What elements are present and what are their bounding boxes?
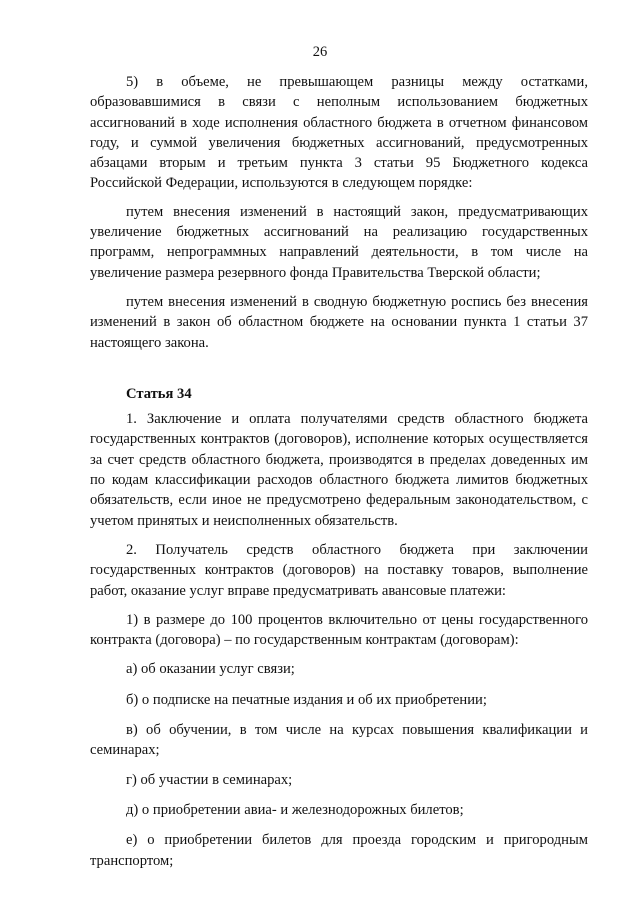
document-body	[90, 72, 588, 880]
list-item: в) об обучении, в том числе на курсах повышения квалификации и семинарах;	[90, 722, 588, 759]
paragraph: 1) в размере до 100 процентов включительно от цены государственного контракта (договора) – по государственным контрактам (договорам):	[90, 611, 588, 649]
article-heading: Статья 34	[126, 385, 192, 402]
list-item: б) о подписке на печатные издания и об их приобретении;	[126, 691, 487, 708]
paragraph: 5) в объеме, не превышающем разницы между остатками, образовавшимися в связи с неполным использованием бюджетных ассигнований в ходе исполнения областного бюджета в отчетном финансовом году, и суммой увеличения бюджетных ассигнований, предусмотренных абзацами вторым и третьим пункта 3 статьи 95 Бюджетного кодекса Российской Федерации, используются в следующем порядке:	[90, 74, 588, 192]
list-item: г) об участии в семинарах;	[126, 771, 293, 788]
page-number: 26	[312, 44, 328, 60]
paragraph: путем внесения изменений в настоящий закон, предусматривающих увеличение бюджетных ассигнований на реализацию государственных программ, непрограммных направлений деятельности, в том числе на увеличение размера резервного фонда Правительства Тверской области;	[90, 203, 588, 281]
list-item: а) об оказании услуг связи;	[126, 661, 295, 678]
paragraph: 1. Заключение и оплата получателями средств областного бюджета государственных контрактов (договоров), исполнение которых осуществляется за счет средств областного бюджета, производятся в пределах доведенных им по кодам классификации расходов областного бюджета лимитов бюджетных обязательств, если иное не предусмотрено федеральным законодательством, с учетом принятых и неисполненных обязательств.	[90, 411, 588, 529]
list-item: е) о приобретении билетов для проезда городским и пригородным транспортом;	[90, 832, 588, 869]
paragraph: путем внесения изменений в сводную бюджетную роспись без внесения изменений в закон об областном бюджете на основании пункта 1 статьи 37 настоящего закона.	[90, 293, 588, 351]
list-item: д) о приобретении авиа- и железнодорожных билетов;	[126, 801, 464, 818]
paragraph: 2. Получатель средств областного бюджета при заключении государственных контрактов (договоров) на поставку товаров, выполнение работ, оказание услуг вправе предусматривать авансовые платежи:	[90, 541, 588, 599]
